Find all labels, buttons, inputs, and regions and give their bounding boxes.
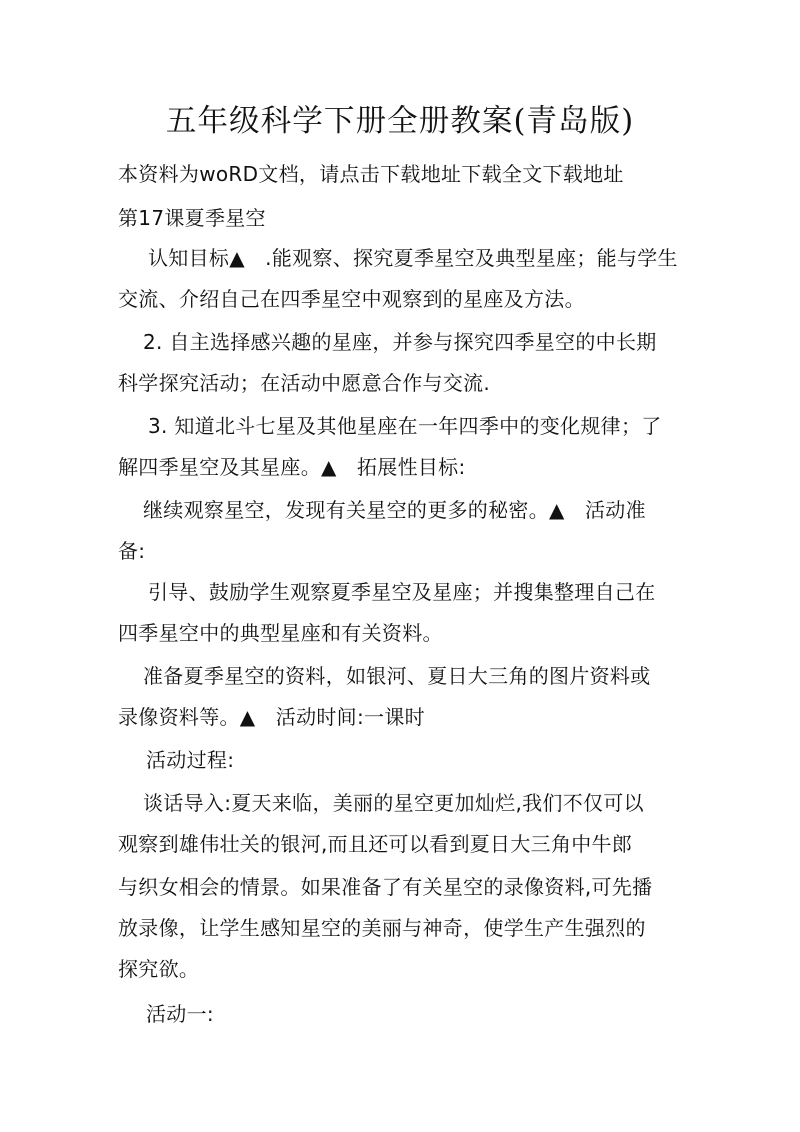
text-line: 活动过程: <box>146 748 235 772</box>
text-line: 2. 自主选择感兴趣的星座，并参与探究四季星空的中长期 <box>143 330 657 354</box>
text-line: 3. 知道北斗七星及其他星座在一年四季中的变化规律；了 <box>148 414 662 438</box>
text-line: 科学探究活动；在活动中愿意合作与交流. <box>118 371 491 395</box>
text-line: 四季星空中的典型星座和有关资料。 <box>118 621 443 645</box>
text-line: 备: <box>118 539 146 563</box>
text-line: 活动一: <box>146 1002 214 1026</box>
text-line: 放录像，让学生感知星空的美丽与神奇，使学生产生强烈的 <box>118 916 646 940</box>
text-line: 第17课夏季星空 <box>118 206 266 230</box>
document-title: 五年级科学下册全册教案(青岛版) <box>165 104 635 139</box>
text-line: 继续观察星空，发现有关星空的更多的秘密。▲ 活动准 <box>143 498 646 522</box>
text-line: 准备夏季星空的资料，如银河、夏日大三角的图片资料或 <box>143 664 651 688</box>
text-line: 观察到雄伟壮关的银河,而且还可以看到夏日大三角中牛郎 <box>118 832 633 856</box>
text-line: 交流、介绍自己在四季星空中观察到的星座及方法。 <box>118 287 585 311</box>
text-line: 引导、鼓励学生观察夏季星空及星座；并搜集整理自己在 <box>148 580 656 604</box>
text-line: 认知目标▲ .能观察、探究夏季星空及典型星座；能与学生 <box>148 246 678 270</box>
text-line: 本资料为woRD文档，请点击下载地址下载全文下载地址 <box>118 162 624 186</box>
text-line: 探究欲。 <box>118 957 200 981</box>
text-line: 录像资料等。▲ 活动时间:一课时 <box>118 705 425 729</box>
text-line: 与织女相会的情景。如果准备了有关星空的录像资料,可先播 <box>118 875 653 899</box>
text-line: 谈话导入:夏天来临，美丽的星空更加灿烂,我们不仅可以 <box>143 791 644 815</box>
text-line: 解四季星空及其星座。▲ 拓展性目标: <box>118 455 466 479</box>
